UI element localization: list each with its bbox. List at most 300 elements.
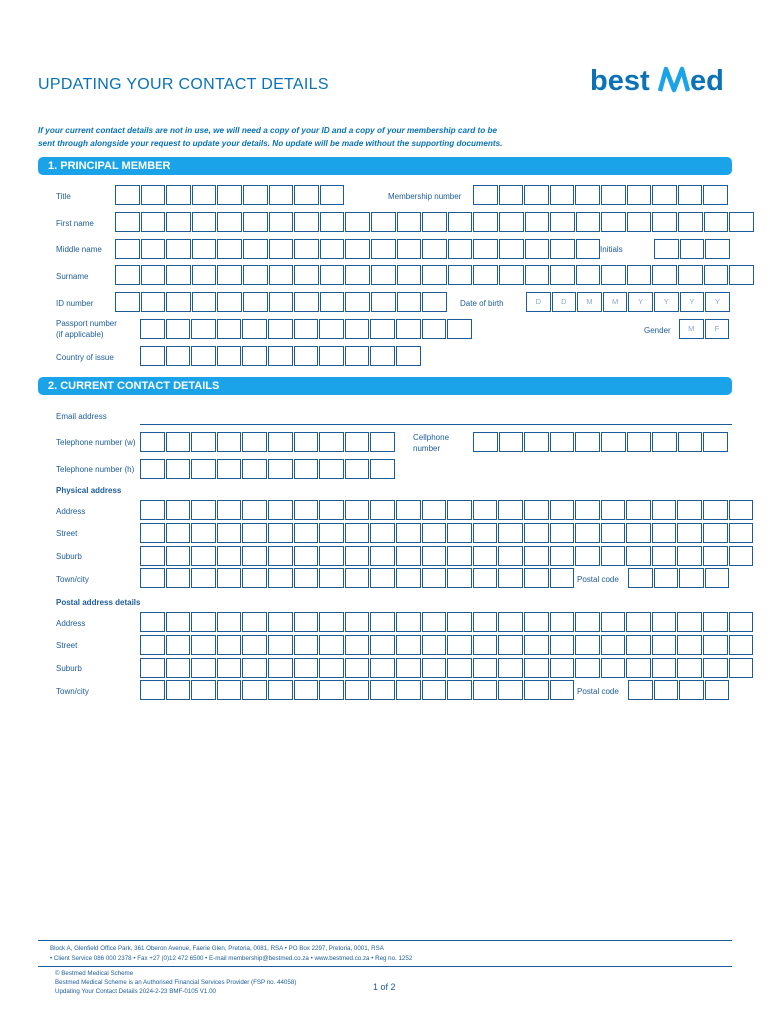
telephone-work-boxes[interactable] xyxy=(140,432,396,452)
char-box[interactable] xyxy=(448,239,473,259)
char-box[interactable] xyxy=(345,568,370,588)
char-box[interactable] xyxy=(217,346,242,366)
char-box[interactable] xyxy=(550,568,575,588)
char-box[interactable] xyxy=(242,346,267,366)
char-box[interactable] xyxy=(345,265,370,285)
postal-street-boxes[interactable] xyxy=(140,635,754,655)
char-box[interactable] xyxy=(703,635,728,655)
dob-box[interactable]: D xyxy=(552,292,577,312)
char-box[interactable] xyxy=(524,432,549,452)
char-box[interactable] xyxy=(448,212,473,232)
char-box[interactable] xyxy=(243,292,268,312)
char-box[interactable] xyxy=(550,212,575,232)
char-box[interactable] xyxy=(166,185,191,205)
char-box[interactable] xyxy=(396,500,421,520)
char-box[interactable] xyxy=(294,658,319,678)
char-box[interactable] xyxy=(370,568,395,588)
char-box[interactable] xyxy=(729,500,754,520)
char-box[interactable] xyxy=(242,500,267,520)
char-box[interactable] xyxy=(524,523,549,543)
char-box[interactable] xyxy=(294,185,319,205)
char-box[interactable] xyxy=(575,432,600,452)
char-box[interactable] xyxy=(397,239,422,259)
char-box[interactable] xyxy=(652,265,677,285)
char-box[interactable] xyxy=(294,292,319,312)
char-box[interactable] xyxy=(319,635,344,655)
char-box[interactable] xyxy=(269,265,294,285)
char-box[interactable] xyxy=(679,680,704,700)
middle-name-boxes[interactable] xyxy=(115,239,601,259)
dob-box[interactable]: D xyxy=(526,292,551,312)
char-box[interactable] xyxy=(268,459,293,479)
char-box[interactable] xyxy=(499,185,524,205)
char-box[interactable] xyxy=(575,658,600,678)
char-box[interactable] xyxy=(627,185,652,205)
char-box[interactable] xyxy=(166,612,191,632)
char-box[interactable] xyxy=(601,635,626,655)
char-box[interactable] xyxy=(729,546,754,566)
char-box[interactable] xyxy=(345,680,370,700)
char-box[interactable] xyxy=(473,568,498,588)
char-box[interactable] xyxy=(268,500,293,520)
char-box[interactable] xyxy=(524,500,549,520)
char-box[interactable] xyxy=(166,546,191,566)
char-box[interactable] xyxy=(626,635,651,655)
char-box[interactable] xyxy=(626,500,651,520)
char-box[interactable] xyxy=(473,265,498,285)
gender-option-box[interactable]: F xyxy=(705,319,730,339)
dob-box[interactable]: M xyxy=(577,292,602,312)
char-box[interactable] xyxy=(371,292,396,312)
char-box[interactable] xyxy=(268,523,293,543)
dob-box[interactable]: Y xyxy=(705,292,730,312)
char-box[interactable] xyxy=(626,523,651,543)
char-box[interactable] xyxy=(396,612,421,632)
char-box[interactable] xyxy=(371,239,396,259)
char-box[interactable] xyxy=(166,265,191,285)
char-box[interactable] xyxy=(269,292,294,312)
char-box[interactable] xyxy=(448,265,473,285)
char-box[interactable] xyxy=(319,612,344,632)
char-box[interactable] xyxy=(422,212,447,232)
char-box[interactable] xyxy=(703,612,728,632)
char-box[interactable] xyxy=(550,612,575,632)
char-box[interactable] xyxy=(217,459,242,479)
char-box[interactable] xyxy=(677,500,702,520)
char-box[interactable] xyxy=(678,432,703,452)
char-box[interactable] xyxy=(422,265,447,285)
char-box[interactable] xyxy=(370,658,395,678)
char-box[interactable] xyxy=(447,546,472,566)
char-box[interactable] xyxy=(550,265,575,285)
char-box[interactable] xyxy=(217,292,242,312)
char-box[interactable] xyxy=(499,432,524,452)
char-box[interactable] xyxy=(217,212,242,232)
physical-street-boxes[interactable] xyxy=(140,523,754,543)
char-box[interactable] xyxy=(319,500,344,520)
char-box[interactable] xyxy=(370,319,395,339)
char-box[interactable] xyxy=(703,185,728,205)
char-box[interactable] xyxy=(705,568,730,588)
char-box[interactable] xyxy=(345,459,370,479)
char-box[interactable] xyxy=(141,239,166,259)
dob-box[interactable]: Y xyxy=(654,292,679,312)
char-box[interactable] xyxy=(319,546,344,566)
char-box[interactable] xyxy=(677,546,702,566)
char-box[interactable] xyxy=(525,239,550,259)
char-box[interactable] xyxy=(141,185,166,205)
char-box[interactable] xyxy=(217,239,242,259)
char-box[interactable] xyxy=(397,292,422,312)
char-box[interactable] xyxy=(242,612,267,632)
char-box[interactable] xyxy=(345,292,370,312)
char-box[interactable] xyxy=(371,212,396,232)
char-box[interactable] xyxy=(345,212,370,232)
char-box[interactable] xyxy=(627,265,652,285)
char-box[interactable] xyxy=(601,612,626,632)
char-box[interactable] xyxy=(628,680,653,700)
char-box[interactable] xyxy=(473,185,498,205)
char-box[interactable] xyxy=(703,523,728,543)
char-box[interactable] xyxy=(677,523,702,543)
char-box[interactable] xyxy=(217,432,242,452)
char-box[interactable] xyxy=(217,612,242,632)
char-box[interactable] xyxy=(601,185,626,205)
char-box[interactable] xyxy=(601,432,626,452)
char-box[interactable] xyxy=(345,612,370,632)
char-box[interactable] xyxy=(294,432,319,452)
char-box[interactable] xyxy=(396,658,421,678)
char-box[interactable] xyxy=(140,523,165,543)
char-box[interactable] xyxy=(396,635,421,655)
char-box[interactable] xyxy=(703,500,728,520)
char-box[interactable] xyxy=(498,680,523,700)
char-box[interactable] xyxy=(550,658,575,678)
char-box[interactable] xyxy=(243,239,268,259)
char-box[interactable] xyxy=(242,546,267,566)
char-box[interactable] xyxy=(217,635,242,655)
char-box[interactable] xyxy=(191,635,216,655)
char-box[interactable] xyxy=(473,239,498,259)
char-box[interactable] xyxy=(191,658,216,678)
membership-number-boxes[interactable] xyxy=(473,185,729,205)
char-box[interactable] xyxy=(626,612,651,632)
email-address-line[interactable] xyxy=(140,424,732,425)
char-box[interactable] xyxy=(217,568,242,588)
char-box[interactable] xyxy=(140,432,165,452)
char-box[interactable] xyxy=(166,500,191,520)
char-box[interactable] xyxy=(191,459,216,479)
char-box[interactable] xyxy=(140,459,165,479)
char-box[interactable] xyxy=(269,185,294,205)
char-box[interactable] xyxy=(217,546,242,566)
char-box[interactable] xyxy=(294,346,319,366)
char-box[interactable] xyxy=(320,239,345,259)
char-box[interactable] xyxy=(268,568,293,588)
char-box[interactable] xyxy=(370,680,395,700)
char-box[interactable] xyxy=(447,658,472,678)
char-box[interactable] xyxy=(320,212,345,232)
char-box[interactable] xyxy=(550,185,575,205)
char-box[interactable] xyxy=(447,680,472,700)
postal-address-boxes[interactable] xyxy=(140,612,754,632)
gender-option-box[interactable]: M xyxy=(679,319,704,339)
char-box[interactable] xyxy=(294,500,319,520)
char-box[interactable] xyxy=(397,265,422,285)
char-box[interactable] xyxy=(498,658,523,678)
char-box[interactable] xyxy=(217,658,242,678)
char-box[interactable] xyxy=(703,658,728,678)
char-box[interactable] xyxy=(370,523,395,543)
char-box[interactable] xyxy=(115,265,140,285)
char-box[interactable] xyxy=(576,212,601,232)
char-box[interactable] xyxy=(422,635,447,655)
char-box[interactable] xyxy=(524,680,549,700)
country-of-issue-boxes[interactable] xyxy=(140,346,422,366)
char-box[interactable] xyxy=(626,658,651,678)
char-box[interactable] xyxy=(654,680,679,700)
char-box[interactable] xyxy=(140,568,165,588)
char-box[interactable] xyxy=(652,658,677,678)
char-box[interactable] xyxy=(524,185,549,205)
char-box[interactable] xyxy=(524,612,549,632)
char-box[interactable] xyxy=(447,612,472,632)
char-box[interactable] xyxy=(140,546,165,566)
char-box[interactable] xyxy=(141,265,166,285)
char-box[interactable] xyxy=(192,239,217,259)
char-box[interactable] xyxy=(680,239,705,259)
char-box[interactable] xyxy=(243,185,268,205)
char-box[interactable] xyxy=(498,568,523,588)
dob-box[interactable]: M xyxy=(603,292,628,312)
char-box[interactable] xyxy=(473,635,498,655)
char-box[interactable] xyxy=(294,546,319,566)
char-box[interactable] xyxy=(242,319,267,339)
date-of-birth-boxes[interactable] xyxy=(526,292,731,312)
char-box[interactable] xyxy=(191,523,216,543)
char-box[interactable] xyxy=(217,319,242,339)
char-box[interactable] xyxy=(729,212,754,232)
char-box[interactable] xyxy=(268,346,293,366)
char-box[interactable] xyxy=(268,546,293,566)
physical-postal-code-boxes[interactable] xyxy=(628,568,730,588)
char-box[interactable] xyxy=(345,346,370,366)
char-box[interactable] xyxy=(575,185,600,205)
char-box[interactable] xyxy=(422,568,447,588)
char-box[interactable] xyxy=(550,500,575,520)
char-box[interactable] xyxy=(525,212,550,232)
char-box[interactable] xyxy=(422,546,447,566)
char-box[interactable] xyxy=(242,635,267,655)
char-box[interactable] xyxy=(422,680,447,700)
char-box[interactable] xyxy=(141,212,166,232)
char-box[interactable] xyxy=(268,319,293,339)
char-box[interactable] xyxy=(243,265,268,285)
char-box[interactable] xyxy=(705,239,730,259)
char-box[interactable] xyxy=(294,568,319,588)
char-box[interactable] xyxy=(396,346,421,366)
char-box[interactable] xyxy=(499,265,524,285)
char-box[interactable] xyxy=(370,432,395,452)
char-box[interactable] xyxy=(166,568,191,588)
dob-box[interactable]: Y xyxy=(628,292,653,312)
char-box[interactable] xyxy=(345,432,370,452)
char-box[interactable] xyxy=(217,265,242,285)
char-box[interactable] xyxy=(396,523,421,543)
char-box[interactable] xyxy=(191,568,216,588)
char-box[interactable] xyxy=(294,523,319,543)
char-box[interactable] xyxy=(703,546,728,566)
char-box[interactable] xyxy=(550,546,575,566)
char-box[interactable] xyxy=(319,346,344,366)
char-box[interactable] xyxy=(524,658,549,678)
char-box[interactable] xyxy=(396,568,421,588)
char-box[interactable] xyxy=(140,500,165,520)
char-box[interactable] xyxy=(575,635,600,655)
char-box[interactable] xyxy=(525,265,550,285)
char-box[interactable] xyxy=(192,265,217,285)
char-box[interactable] xyxy=(319,459,344,479)
char-box[interactable] xyxy=(601,546,626,566)
telephone-home-boxes[interactable] xyxy=(140,459,396,479)
char-box[interactable] xyxy=(524,546,549,566)
char-box[interactable] xyxy=(652,212,677,232)
char-box[interactable] xyxy=(191,680,216,700)
char-box[interactable] xyxy=(320,185,345,205)
char-box[interactable] xyxy=(319,680,344,700)
char-box[interactable] xyxy=(140,612,165,632)
gender-boxes[interactable] xyxy=(679,319,730,339)
char-box[interactable] xyxy=(345,523,370,543)
passport-number-boxes[interactable] xyxy=(140,319,473,339)
char-box[interactable] xyxy=(601,265,626,285)
char-box[interactable] xyxy=(524,568,549,588)
char-box[interactable] xyxy=(319,432,344,452)
char-box[interactable] xyxy=(268,658,293,678)
char-box[interactable] xyxy=(242,523,267,543)
char-box[interactable] xyxy=(422,658,447,678)
char-box[interactable] xyxy=(652,546,677,566)
char-box[interactable] xyxy=(498,500,523,520)
char-box[interactable] xyxy=(397,212,422,232)
char-box[interactable] xyxy=(677,658,702,678)
char-box[interactable] xyxy=(345,500,370,520)
char-box[interactable] xyxy=(345,658,370,678)
char-box[interactable] xyxy=(575,612,600,632)
char-box[interactable] xyxy=(140,635,165,655)
char-box[interactable] xyxy=(473,546,498,566)
char-box[interactable] xyxy=(345,635,370,655)
char-box[interactable] xyxy=(370,500,395,520)
char-box[interactable] xyxy=(576,239,601,259)
title-boxes[interactable] xyxy=(115,185,345,205)
char-box[interactable] xyxy=(473,500,498,520)
char-box[interactable] xyxy=(575,546,600,566)
char-box[interactable] xyxy=(678,265,703,285)
char-box[interactable] xyxy=(166,459,191,479)
char-box[interactable] xyxy=(191,612,216,632)
char-box[interactable] xyxy=(679,568,704,588)
char-box[interactable] xyxy=(294,319,319,339)
char-box[interactable] xyxy=(627,212,652,232)
char-box[interactable] xyxy=(166,432,191,452)
char-box[interactable] xyxy=(678,185,703,205)
char-box[interactable] xyxy=(370,612,395,632)
char-box[interactable] xyxy=(242,568,267,588)
char-box[interactable] xyxy=(473,432,498,452)
char-box[interactable] xyxy=(370,459,395,479)
char-box[interactable] xyxy=(217,523,242,543)
dob-box[interactable]: Y xyxy=(680,292,705,312)
char-box[interactable] xyxy=(166,319,191,339)
char-box[interactable] xyxy=(473,680,498,700)
char-box[interactable] xyxy=(166,658,191,678)
postal-town-boxes[interactable] xyxy=(140,680,575,700)
char-box[interactable] xyxy=(192,212,217,232)
char-box[interactable] xyxy=(729,658,754,678)
char-box[interactable] xyxy=(396,319,421,339)
char-box[interactable] xyxy=(217,185,242,205)
char-box[interactable] xyxy=(524,635,549,655)
initials-boxes[interactable] xyxy=(654,239,731,259)
char-box[interactable] xyxy=(729,612,754,632)
char-box[interactable] xyxy=(370,635,395,655)
char-box[interactable] xyxy=(319,319,344,339)
char-box[interactable] xyxy=(268,680,293,700)
char-box[interactable] xyxy=(242,658,267,678)
char-box[interactable] xyxy=(447,523,472,543)
surname-boxes[interactable] xyxy=(115,265,755,285)
char-box[interactable] xyxy=(473,212,498,232)
physical-suburb-boxes[interactable] xyxy=(140,546,754,566)
char-box[interactable] xyxy=(652,612,677,632)
char-box[interactable] xyxy=(217,500,242,520)
char-box[interactable] xyxy=(166,212,191,232)
id-number-boxes[interactable] xyxy=(115,292,448,312)
char-box[interactable] xyxy=(703,432,728,452)
char-box[interactable] xyxy=(652,635,677,655)
char-box[interactable] xyxy=(652,185,677,205)
char-box[interactable] xyxy=(242,432,267,452)
char-box[interactable] xyxy=(191,346,216,366)
char-box[interactable] xyxy=(601,212,626,232)
char-box[interactable] xyxy=(601,500,626,520)
char-box[interactable] xyxy=(294,635,319,655)
char-box[interactable] xyxy=(678,212,703,232)
char-box[interactable] xyxy=(294,459,319,479)
char-box[interactable] xyxy=(243,212,268,232)
char-box[interactable] xyxy=(729,523,754,543)
char-box[interactable] xyxy=(473,523,498,543)
char-box[interactable] xyxy=(705,680,730,700)
char-box[interactable] xyxy=(729,265,754,285)
char-box[interactable] xyxy=(498,546,523,566)
char-box[interactable] xyxy=(166,346,191,366)
cellphone-boxes[interactable] xyxy=(473,432,729,452)
char-box[interactable] xyxy=(370,346,395,366)
char-box[interactable] xyxy=(319,568,344,588)
char-box[interactable] xyxy=(320,265,345,285)
char-box[interactable] xyxy=(166,292,191,312)
char-box[interactable] xyxy=(166,680,191,700)
char-box[interactable] xyxy=(422,319,447,339)
char-box[interactable] xyxy=(217,680,242,700)
char-box[interactable] xyxy=(370,546,395,566)
char-box[interactable] xyxy=(320,292,345,312)
char-box[interactable] xyxy=(269,239,294,259)
char-box[interactable] xyxy=(115,212,140,232)
char-box[interactable] xyxy=(268,432,293,452)
